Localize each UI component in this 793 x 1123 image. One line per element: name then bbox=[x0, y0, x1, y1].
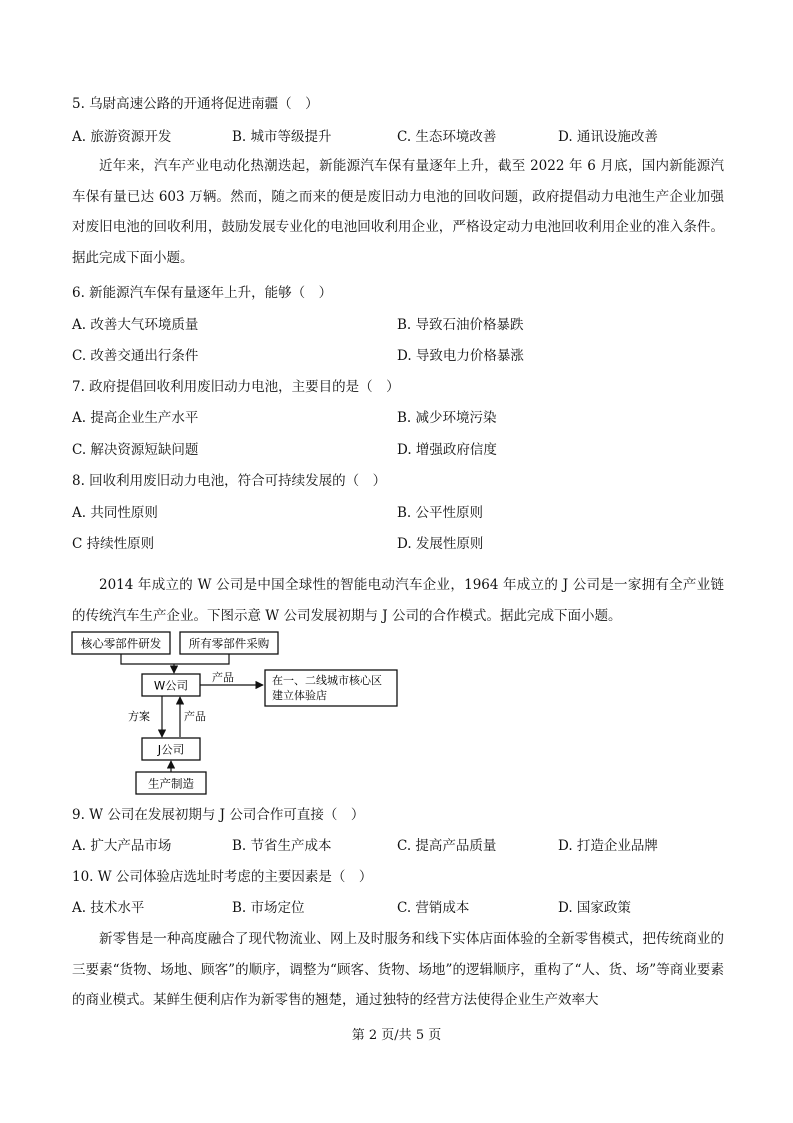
question-10-option-c: C. 营销成本 bbox=[397, 900, 470, 916]
question-8-option-a: A. 共同性原则 bbox=[72, 505, 158, 521]
question-6-option-b: B. 导致石油价格暴跌 bbox=[397, 317, 524, 333]
question-7-option-d: D. 增强政府信度 bbox=[397, 442, 497, 458]
question-6-option-a: A. 改善大气环境质量 bbox=[72, 317, 199, 333]
box-j-company-label: J公司 bbox=[157, 742, 185, 757]
question-5-stem: 5. 乌尉高速公路的开通将促进南疆（ ） bbox=[72, 96, 319, 112]
passage-new-retail: 新零售是一种高度融合了现代物流业、网上及时服务和线下实体店面体验的全新零售模式，把传统商业的三要素“货物、场地、顾客”的顺序，调整为“顾客、货物、场地”的逻辑顺序，重构了“人、货、场”等商业要素的商业模式。某鲜生便利店作为新零售的翘楚，通过独特的经营方法使得企业生产效率大 bbox=[72, 931, 724, 1008]
question-10-option-b: B. 市场定位 bbox=[232, 900, 305, 916]
question-5-option-a: A. 旅游资源开发 bbox=[72, 129, 172, 145]
connector-purchase-to-w bbox=[184, 654, 229, 664]
question-9-option-b: B. 节省生产成本 bbox=[232, 838, 332, 854]
box-w-company-label: W公司 bbox=[153, 678, 189, 693]
question-9-option-a: A. 扩大产品市场 bbox=[72, 838, 172, 854]
question-9-stem: 9. W 公司在发展初期与 J 公司合作可直接（ ） bbox=[72, 807, 365, 823]
cooperation-diagram bbox=[66, 626, 406, 802]
question-9-option-d: D. 打造企业品牌 bbox=[558, 838, 658, 854]
box-experience-store-line2: 建立体验店 bbox=[272, 689, 327, 702]
label-product-right: 产品 bbox=[212, 671, 234, 684]
label-product-up: 产品 bbox=[184, 710, 206, 723]
question-8-option-b: B. 公平性原则 bbox=[397, 505, 484, 521]
question-6-option-d: D. 导致电力价格暴涨 bbox=[397, 348, 524, 364]
box-experience-store-line1: 在一、二线城市核心区 bbox=[272, 674, 382, 687]
question-7-option-c: C. 解决资源短缺问题 bbox=[72, 442, 199, 458]
box-core-parts-rd-label: 核心零部件研发 bbox=[80, 636, 162, 651]
question-8-stem: 8. 回收利用废旧动力电池，符合可持续发展的（ ） bbox=[72, 473, 387, 489]
question-10-option-d: D. 国家政策 bbox=[558, 900, 631, 916]
question-5-option-b: B. 城市等级提升 bbox=[232, 129, 332, 145]
passage-w-company: 2014 年成立的 W 公司是中国全球性的智能电动汽车企业，1964 年成立的 J 公司是一家拥有全产业链的传统汽车生产企业。下图示意 W 公司发展初期与 J 公司的合作模式。据此完成下面小题。 bbox=[72, 577, 724, 624]
passage-ev-batteries: 近年来，汽车产业电动化热潮迭起，新能源汽车保有量逐年上升，截至 2022 年 6 月底，国内新能源汽车保有量已达 603 万辆。然而，随之而来的便是废旧动力电池的回收问题，政府提倡动力电池生产企业加强对废旧电池的回收利用，鼓励发展专业化的电池回收利用企业，严格设定动力电池回收利用企业的准入条件。据此完成下面小题。 bbox=[72, 158, 724, 266]
connector-core-to-w bbox=[121, 654, 164, 664]
question-7-option-b: B. 减少环境污染 bbox=[397, 410, 497, 426]
question-9-option-c: C. 提高产品质量 bbox=[397, 838, 497, 854]
box-all-parts-purchase-label: 所有零部件采购 bbox=[188, 636, 270, 651]
question-8-option-c: C 持续性原则 bbox=[72, 536, 155, 552]
question-8-option-d: D. 发展性原则 bbox=[397, 536, 484, 552]
question-7-option-a: A. 提高企业生产水平 bbox=[72, 410, 199, 426]
question-5-option-c: C. 生态环境改善 bbox=[397, 129, 497, 145]
question-5-option-d: D. 通讯设施改善 bbox=[558, 129, 658, 145]
question-6-option-c: C. 改善交通出行条件 bbox=[72, 348, 199, 364]
box-production-label: 生产制造 bbox=[148, 776, 194, 791]
question-6-stem: 6. 新能源汽车保有量逐年上升，能够（ ） bbox=[72, 285, 333, 301]
label-plan: 方案 bbox=[128, 710, 150, 723]
question-10-stem: 10. W 公司体验店选址时考虑的主要因素是（ ） bbox=[72, 869, 373, 885]
question-10-option-a: A. 技术水平 bbox=[72, 900, 145, 916]
page-number: 第 2 页/共 5 页 bbox=[351, 1028, 442, 1043]
question-7-stem: 7. 政府提倡回收利用废旧动力电池，主要目的是（ ） bbox=[72, 379, 400, 395]
